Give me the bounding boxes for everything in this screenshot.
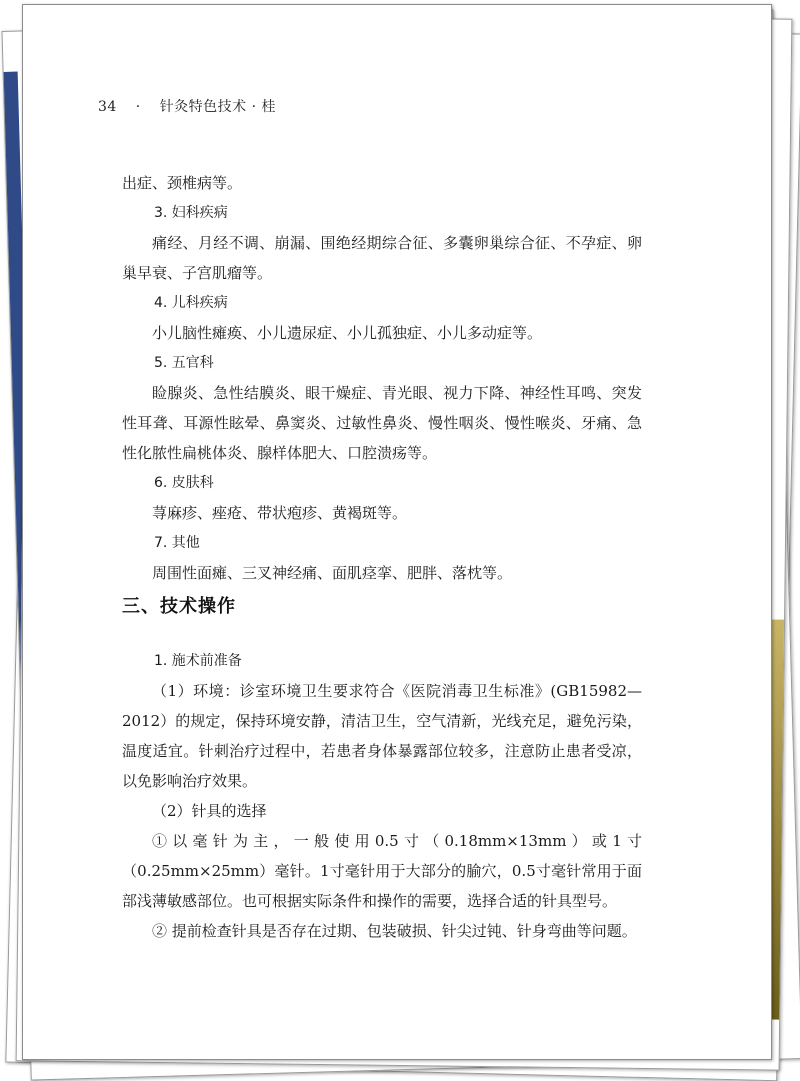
section-title: 三、技术操作 <box>122 596 236 617</box>
header-separator: · <box>135 99 141 115</box>
bottom-text-block <box>122 646 642 946</box>
book-title: 针灸特色技术 · 桂 <box>159 99 277 115</box>
subheading-derm: 6. 皮肤科 <box>154 475 214 491</box>
paragraph: （1）环境：诊室环境卫生要求符合《医院消毒卫生标准》(GB15982—2012）的规定，保持环境安静，清洁卫生，空气清新，光线充足，避免污染，温度适宜。针刺治疗过程中，若患者身体暴露部位较多，注意防止患者受凉，以免影响治疗效果。 <box>122 682 642 790</box>
paragraph: 痛经、月经不调、崩漏、围绝经期综合征、多囊卵巢综合征、不孕症、卵巢早衰、子宫肌瘤等。 <box>122 234 642 282</box>
top-text-block <box>122 168 642 588</box>
paragraph: 出症、颈椎病等。 <box>122 174 243 192</box>
page-number: 34 <box>98 99 117 115</box>
paragraph: 睑腺炎、急性结膜炎、眼干燥症、青光眼、视力下降、神经性耳鸣、突发性耳聋、耳源性眩晕、鼻窦炎、过敏性鼻炎、慢性咽炎、慢性喉炎、牙痛、急性化脓性扁桃体炎、腺样体肥大、口腔溃疡等。 <box>122 384 642 462</box>
subheading-prep: 1. 施术前准备 <box>154 653 242 669</box>
paragraph: ①以毫针为主，一般使用0.5寸（0.18mm×13mm）或1寸（0.25mm×25mm）毫针。1寸毫针用于大部分的腧穴，0.5寸毫针常用于面部浅薄敏感部位。也可根据实际条件和操作的需要，选择合适的针具型号。 <box>122 832 642 910</box>
subheading-other: 7. 其他 <box>154 535 200 551</box>
subheading-ped: 4. 儿科疾病 <box>154 295 228 311</box>
paragraph: 荨麻疹、痤疮、带状疱疹、黄褐斑等。 <box>152 504 408 522</box>
subheading-ent: 5. 五官科 <box>154 355 214 371</box>
paragraph: 周围性面瘫、三叉神经痛、面肌痉挛、肥胖、落枕等。 <box>152 564 513 582</box>
paragraph: 小儿脑性瘫痪、小儿遗尿症、小儿孤独症、小儿多动症等。 <box>152 324 543 342</box>
running-header <box>98 96 276 116</box>
subheading-gyn: 3. 妇科疾病 <box>154 205 228 221</box>
paragraph: （2）针具的选择 <box>152 802 267 820</box>
paragraph: ② 提前检查针具是否存在过期、包装破损、针尖过钝、针身弯曲等问题。 <box>152 922 637 940</box>
